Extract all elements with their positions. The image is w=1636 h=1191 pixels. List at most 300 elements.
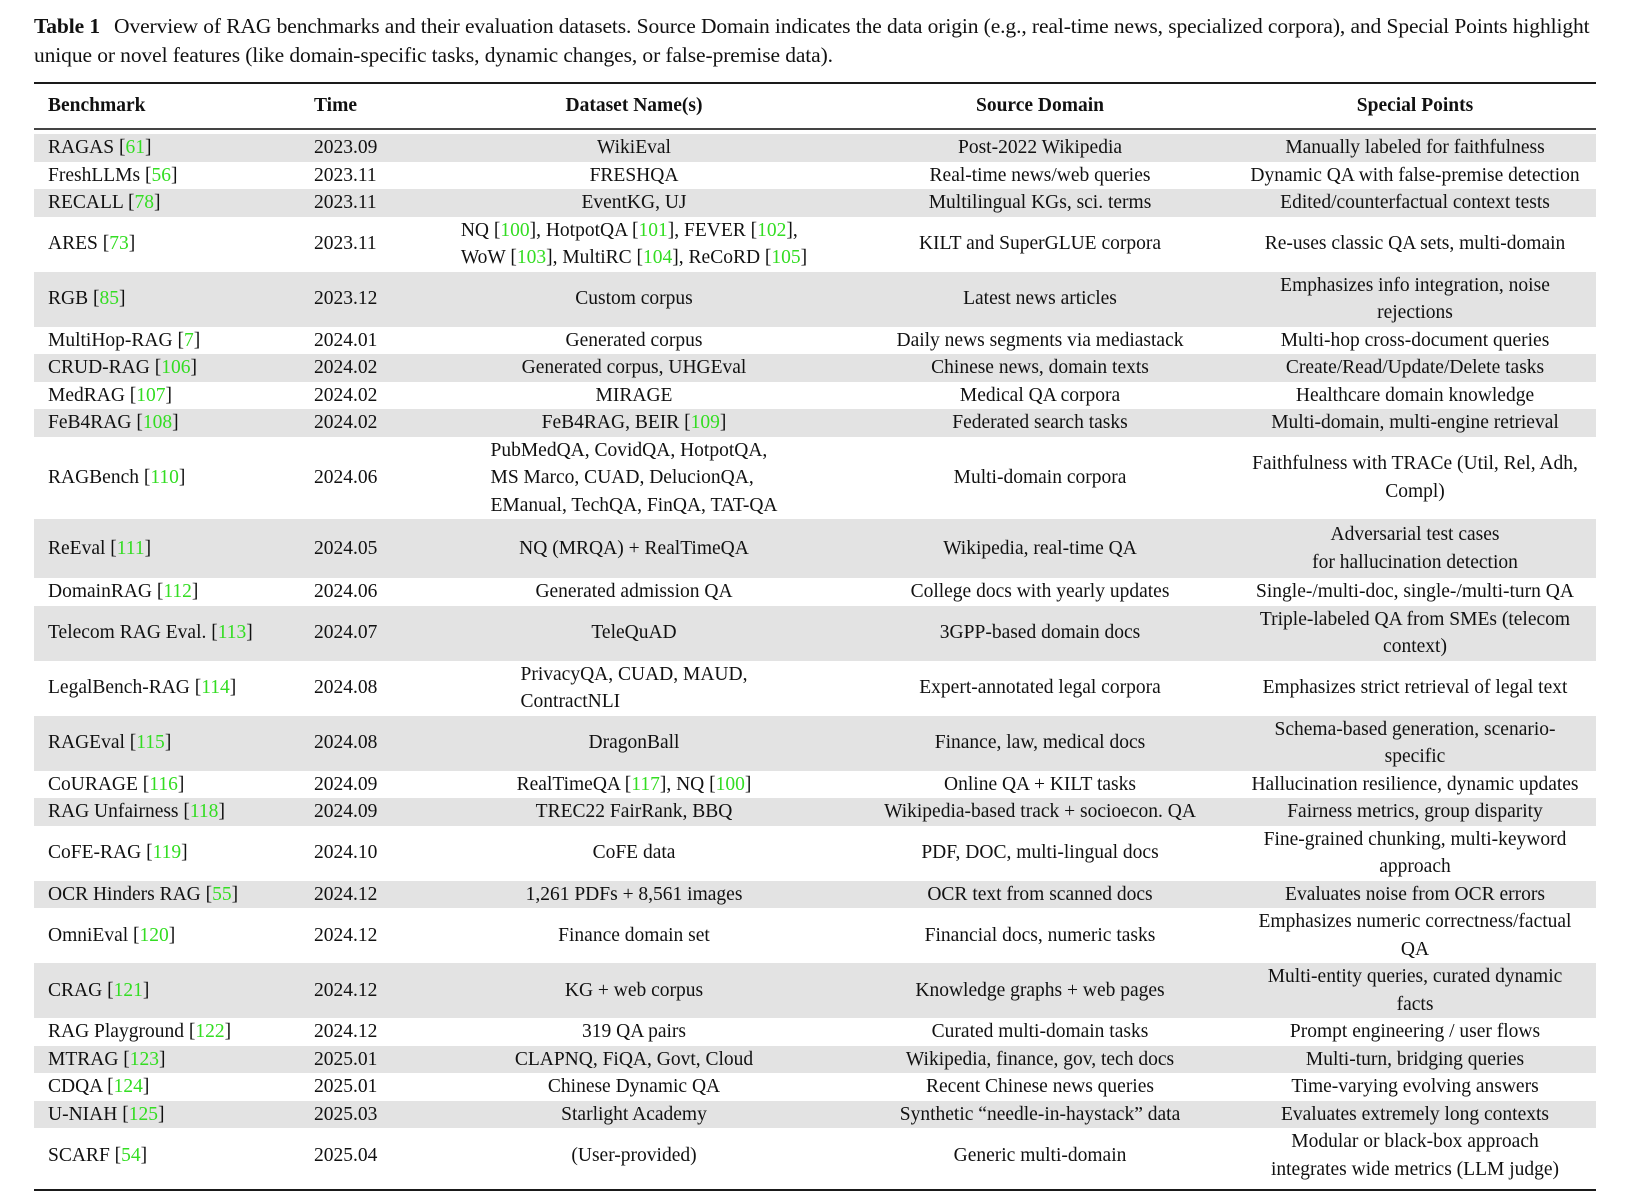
cell-time: 2023.11 [300,189,422,217]
cell-dataset-names [422,217,846,272]
citation-link[interactable]: 54 [121,1144,141,1166]
benchmark-name: SCARF [48,1144,110,1166]
source-text: College docs with yearly updates [910,581,1170,602]
table-row [34,382,1596,410]
cell-dataset-names [422,963,846,1018]
citation-link[interactable]: 100 [500,219,530,241]
table-row [34,606,1596,661]
citation-link[interactable]: 85 [99,288,119,310]
special-text: Emphasizes info integration, noise rejections [1280,274,1550,323]
table-row [34,409,1596,437]
source-text: Financial docs, numeric tasks [924,924,1156,946]
citation-link[interactable]: 100 [715,773,745,795]
special-text: Prompt engineering / user flows [1289,1021,1541,1042]
dataset-text: FRESHQA [589,164,679,186]
cell-special-points [1234,661,1596,716]
cell-source-domain [846,578,1234,606]
table-row [34,354,1596,382]
cell-time: 2023.11 [314,164,377,186]
cell-benchmark: Telecom RAG Eval. [113] [34,606,300,661]
source-text: Wikipedia, finance, gov, tech docs [905,1048,1175,1070]
cell-source-domain [846,963,1234,1018]
table-row [34,881,1596,909]
dataset-text: MS Marco, CUAD, DelucionQA, [490,467,754,488]
benchmark-name: CRUD-RAG [48,357,150,378]
table-row [34,134,1596,162]
cell-benchmark: RAGAS [61] [34,134,300,162]
benchmark-name: RAGEval [48,732,125,754]
cell-dataset-names [422,354,846,382]
cell-dataset-names [422,1046,846,1074]
source-text: KILT and SuperGLUE corpora [918,233,1162,255]
citation-link[interactable]: 120 [139,924,169,946]
dataset-text: TREC22 FairRank, BBQ [535,801,733,822]
cell-special-points [1234,716,1596,771]
source-text: OCR text from scanned docs [927,883,1153,905]
benchmark-name: CoFE-RAG [48,842,142,864]
cell-time: 2023.12 [300,272,422,327]
table-row [34,272,1596,327]
benchmark-name: RAG Unfairness [48,801,179,822]
cell-source-domain [846,409,1234,437]
cell-benchmark: ReEval [111] [34,519,300,578]
cell-source-domain [846,826,1234,881]
table-row [34,826,1596,881]
benchmark-name: DomainRAG [48,581,152,602]
cell-time: 2024.12 [300,963,422,1018]
dataset-text: ], MultiRC [ [546,247,644,268]
cell-benchmark: OmniEval [120] [48,924,176,946]
cell-time: 2024.06 [314,581,378,602]
special-text: Time-varying evolving answers [1291,1076,1539,1097]
dataset-text: MIRAGE [595,384,673,406]
cell-special-points [1234,1046,1596,1074]
dataset-text: (User-provided) [571,1144,697,1166]
benchmark-name: RGB [48,288,89,310]
cell-source-domain [846,661,1234,716]
benchmark-name: MTRAG [48,1048,119,1070]
table-row [34,661,1596,716]
cell-special-points [1234,1128,1596,1190]
benchmark-name: RAGAS [48,137,115,158]
citation-link[interactable]: 112 [163,581,192,602]
cell-source-domain [846,716,1234,771]
source-text: Real-time news/web queries [929,164,1151,186]
special-text: Manually labeled for faithfulness [1285,137,1545,158]
dataset-text: EventKG, UJ [581,192,687,213]
citation-link[interactable]: 102 [757,219,787,241]
cell-special-points [1234,189,1596,217]
source-text: Recent Chinese news queries [926,1076,1154,1097]
cell-dataset-names [422,661,846,716]
dataset-text: WikiEval [597,137,671,158]
cell-time: 2024.12 [314,1021,378,1042]
benchmark-name: RECALL [48,192,124,213]
dataset-text: KG + web corpus [564,979,704,1001]
dataset-text: RealTimeQA [ [516,773,632,795]
citation-link[interactable]: 122 [195,1021,225,1042]
cell-source-domain [846,1046,1234,1074]
cell-benchmark: RAGBench [110] [48,467,186,488]
cell-dataset-names [422,716,846,771]
source-text: PDF, DOC, multi-lingual docs [921,842,1159,864]
special-text: Emphasizes numeric correctness/factual QA [1258,911,1572,960]
cell-benchmark: FreshLLMs [56] [48,164,178,186]
table-body [34,134,1596,1190]
cell-source-domain [846,272,1234,327]
citation-link[interactable]: 73 [109,233,129,255]
cell-source-domain [846,327,1234,355]
source-text: Finance, law, medical docs [934,732,1146,754]
dataset-text: ], NQ [ [659,773,716,795]
cell-special-points [1234,1101,1596,1129]
cell-benchmark: CRUD-RAG [106] [34,354,300,382]
cell-dataset-names [422,519,846,578]
cell-benchmark: ARES [73] [48,233,136,255]
dataset-text: 319 QA pairs [582,1021,686,1042]
table-row [34,716,1596,771]
source-text: Latest news articles [963,288,1117,310]
dataset-text: ], HotpotQA [ [529,219,639,241]
cell-special-points [1234,1073,1596,1101]
cell-source-domain [846,1128,1234,1190]
cell-special-points [1234,908,1596,963]
cell-source-domain [846,519,1234,578]
dataset-text: DragonBall [588,732,680,754]
cell-dataset-names [422,1073,846,1101]
citation-link[interactable]: 7 [183,329,194,351]
special-text: Schema-based generation, scenario-specific [1274,718,1556,767]
table-row [34,908,1596,963]
citation-link[interactable]: 125 [128,1103,158,1125]
source-text: Online QA + KILT tasks [944,773,1136,795]
source-text: Multi-domain corpora [953,467,1127,488]
cell-time: 2024.10 [314,842,378,864]
source-text: Wikipedia-based track + socioecon. QA [884,801,1196,822]
cell-dataset-names [422,134,846,162]
cell-time: 2024.02 [300,354,422,382]
citation-link[interactable]: 61 [125,137,145,158]
special-text: Hallucination resilience, dynamic updates [1251,773,1579,795]
citation-link[interactable]: 113 [217,622,247,644]
cell-benchmark: LegalBench-RAG [114] [48,677,237,699]
dataset-text: Starlight Academy [561,1103,707,1125]
cell-time: 2024.05 [300,519,422,578]
benchmark-name: FreshLLMs [48,164,141,186]
citation-link[interactable]: 118 [189,801,219,822]
table-row [34,798,1596,826]
cell-special-points [1234,354,1596,382]
citation-link[interactable]: 117 [631,773,660,795]
table-row [34,519,1596,578]
cell-time: 2024.06 [314,467,378,488]
cell-special-points [1234,409,1596,437]
cell-dataset-names [422,162,846,190]
special-text: Fine-grained chunking, multi-keyword approach [1263,828,1567,877]
cell-special-points [1234,771,1596,799]
benchmark-name: OCR Hinders RAG [48,883,201,905]
benchmark-name: OmniEval [48,924,129,946]
cell-benchmark: CRAG [121] [34,963,300,1018]
citation-link[interactable]: 56 [151,164,171,186]
source-text: 3GPP-based domain docs [939,622,1141,644]
cell-benchmark: RAGEval [115] [34,716,300,771]
special-text: for hallucination detection [1312,551,1518,573]
source-text: Synthetic “needle-in-haystack” data [899,1103,1181,1125]
special-text: Edited/counterfactual context tests [1280,192,1550,213]
special-text: integrates wide metrics (LLM judge) [1270,1158,1560,1180]
source-text: Generic multi-domain [953,1144,1127,1166]
source-text: Knowledge graphs + web pages [915,979,1165,1001]
dataset-text: ] [744,773,752,795]
special-text: Multi-domain, multi-engine retrieval [1271,412,1559,433]
cell-benchmark: CoURAGE [116] [48,773,185,795]
cell-special-points [1234,578,1596,606]
table-row [34,1018,1596,1046]
header-dataset-names: Dataset Name(s) [422,83,846,129]
dataset-text: TeleQuAD [591,622,677,644]
special-text: Multi-turn, bridging queries [1305,1048,1525,1070]
cell-dataset-names [422,189,846,217]
cell-source-domain [846,606,1234,661]
dataset-text: 1,261 PDFs + 8,561 images [525,883,743,905]
source-text: Expert-annotated legal corpora [919,677,1161,699]
cell-benchmark: RGB [85] [34,272,300,327]
dataset-text: WoW [ [460,247,517,268]
dataset-text: PrivacyQA, CUAD, MAUD, [520,663,748,685]
cell-source-domain [846,908,1234,963]
cell-dataset-names [422,437,846,520]
benchmark-name: CoURAGE [48,773,138,795]
cell-source-domain [846,382,1234,410]
cell-benchmark: RECALL [78] [34,189,300,217]
cell-dataset-names [422,272,846,327]
citation-link[interactable]: 103 [516,247,547,268]
special-text: Create/Read/Update/Delete tasks [1285,357,1545,378]
cell-source-domain [846,881,1234,909]
cell-dataset-names [422,881,846,909]
benchmark-name: U-NIAH [48,1103,118,1125]
dataset-text: ] [719,412,727,433]
citation-link[interactable]: 123 [129,1048,160,1070]
cell-special-points [1234,881,1596,909]
special-text: Multi-hop cross-document queries [1280,329,1550,351]
cell-source-domain [846,217,1234,272]
benchmark-name: MultiHop-RAG [48,329,173,351]
table-row [34,1128,1596,1190]
dataset-text: Generated corpus [565,329,703,351]
cell-dataset-names [422,382,846,410]
cell-time: 2024.12 [314,924,378,946]
table-caption [34,12,1602,70]
cell-special-points [1234,217,1596,272]
cell-source-domain [846,134,1234,162]
cell-dataset-names [422,327,846,355]
special-text: Multi-entity queries, curated dynamic facts [1267,966,1563,1015]
cell-special-points [1234,327,1596,355]
source-text: Federated search tasks [952,412,1128,433]
table-row [34,1101,1596,1129]
citation-link[interactable]: 78 [134,192,154,213]
table-row [34,437,1596,520]
citation-link[interactable]: 119 [152,842,182,864]
cell-time: 2024.08 [314,677,378,699]
cell-special-points [1234,826,1596,881]
benchmark-name: RAG Playground [48,1021,184,1042]
cell-dataset-names [422,826,846,881]
dataset-text: NQ [ [460,219,501,241]
citation-link[interactable]: 116 [149,773,178,795]
dataset-text: Generated admission QA [535,581,733,602]
dataset-text: Finance domain set [558,924,710,946]
cell-source-domain [846,162,1234,190]
cell-special-points [1234,798,1596,826]
table-row [34,963,1596,1018]
source-text: Post-2022 Wikipedia [957,137,1123,158]
cell-source-domain [846,1018,1234,1046]
cell-time: 2025.01 [314,1076,378,1097]
cell-time: 2024.01 [314,329,378,351]
cell-source-domain [846,189,1234,217]
dataset-text: ], ReCoRD [ [672,247,772,268]
cell-dataset-names [422,771,846,799]
citation-link[interactable]: 106 [161,357,191,378]
cell-benchmark: SCARF [54] [48,1144,148,1166]
table-row [34,771,1596,799]
dataset-text: NQ (MRQA) + RealTimeQA [519,537,749,559]
benchmark-name: FeB4RAG [48,412,132,433]
header-source-domain: Source Domain [846,83,1234,129]
cell-time: 2025.04 [314,1144,378,1166]
cell-time: 2024.09 [314,773,378,795]
citation-link[interactable]: 101 [638,219,668,241]
table-row [34,162,1596,190]
benchmark-table [34,82,1596,1191]
header-time: Time [300,83,422,129]
cell-time: 2023.09 [300,134,422,162]
cell-special-points [1234,1018,1596,1046]
table-row [34,578,1596,606]
cell-source-domain [846,354,1234,382]
cell-dataset-names [422,1018,846,1046]
cell-benchmark: U-NIAH [125] [34,1101,300,1129]
citation-link[interactable]: 55 [212,883,232,905]
table-header-row [34,83,1596,129]
cell-source-domain [846,771,1234,799]
cell-benchmark: MedRAG [107] [48,384,173,406]
source-text: Medical QA corpora [959,384,1121,406]
cell-benchmark: CDQA [124] [48,1076,150,1097]
source-text: Daily news segments via mediastack [896,329,1184,351]
dataset-text: PubMedQA, CovidQA, HotpotQA, [490,439,768,461]
cell-benchmark: RAG Unfairness [118] [34,798,300,826]
cell-dataset-names [422,1101,846,1129]
dataset-text: ] [800,247,808,268]
dataset-text: ], FEVER [ [667,219,758,241]
special-text: Triple-labeled QA from SMEs (telecom context) [1259,608,1571,657]
table-row [34,1046,1596,1074]
benchmark-name: RAGBench [48,467,139,488]
cell-special-points [1234,963,1596,1018]
cell-dataset-names [422,409,846,437]
citation-link[interactable]: 107 [136,384,166,406]
citation-link[interactable]: 115 [136,732,165,754]
dataset-text: ], [786,219,798,241]
cell-benchmark: RAG Playground [122] [48,1021,232,1042]
source-text: Curated multi-domain tasks [931,1021,1149,1042]
citation-link[interactable]: 110 [150,467,179,488]
special-text: Faithfulness with TRACe (Util, Rel, Adh, Compl) [1252,453,1578,502]
cell-benchmark: MTRAG [123] [34,1046,300,1074]
cell-dataset-names [422,908,846,963]
cell-time: 2024.12 [300,881,422,909]
benchmark-name: Telecom RAG Eval. [48,622,207,644]
cell-special-points [1234,272,1596,327]
cell-time: 2024.09 [300,798,422,826]
dataset-text: FeB4RAG, BEIR [ [541,412,691,433]
cell-time: 2025.03 [300,1101,422,1129]
cell-dataset-names [422,798,846,826]
special-text: Healthcare domain knowledge [1295,384,1535,406]
dataset-text: Custom corpus [575,288,693,310]
cell-dataset-names [422,578,846,606]
citation-link[interactable]: 104 [643,247,673,268]
citation-link[interactable]: 108 [142,412,173,433]
header-special-points: Special Points [1234,83,1596,129]
dataset-text: CoFE data [592,842,676,864]
benchmark-name: ARES [48,233,98,255]
special-text: Dynamic QA with false-premise detection [1250,164,1580,186]
source-text: Wikipedia, real-time QA [943,537,1137,559]
cell-special-points [1234,606,1596,661]
caption-text: Overview of RAG benchmarks and their evaluation datasets. Source Domain indicates the data origin (e.g., real-time news, specialized corpora), and Special Points highlight unique or novel features (like domain-specific tasks, dynamic changes, or false-premise data). [34,14,1590,67]
cell-dataset-names [422,606,846,661]
cell-benchmark: OCR Hinders RAG [55] [34,881,300,909]
table-row [34,189,1596,217]
table-row [34,1073,1596,1101]
dataset-text: CLAPNQ, FiQA, Govt, Cloud [514,1048,754,1070]
citation-link[interactable]: 114 [201,677,230,699]
citation-link[interactable]: 124 [113,1076,143,1097]
cell-source-domain [846,798,1234,826]
cell-benchmark: CoFE-RAG [119] [48,842,188,864]
citation-link[interactable]: 109 [690,412,720,433]
benchmark-name: CDQA [48,1076,103,1097]
cell-source-domain [846,1101,1234,1129]
cell-special-points [1234,437,1596,520]
citation-link[interactable]: 111 [116,537,145,559]
citation-link[interactable]: 105 [771,247,801,268]
source-text: Chinese news, domain texts [931,357,1149,378]
benchmark-name: CRAG [48,979,103,1001]
cell-time: 2024.02 [300,409,422,437]
special-text: Fairness metrics, group disparity [1287,801,1543,822]
special-text: Single-/multi-doc, single-/multi-turn QA [1256,581,1574,602]
cell-special-points [1234,519,1596,578]
cell-special-points [1234,162,1596,190]
benchmark-name: LegalBench-RAG [48,677,190,699]
cell-special-points [1234,382,1596,410]
dataset-text: Chinese Dynamic QA [547,1076,721,1097]
cell-time: 2024.02 [314,384,378,406]
citation-link[interactable]: 121 [113,979,143,1001]
table-row [34,217,1596,272]
caption-label: Table 1 [34,14,101,38]
cell-source-domain [846,1073,1234,1101]
special-text: Emphasizes strict retrieval of legal text [1262,677,1568,699]
dataset-text: Generated corpus, UHGEval [521,357,747,378]
special-text: Evaluates noise from OCR errors [1285,883,1545,905]
